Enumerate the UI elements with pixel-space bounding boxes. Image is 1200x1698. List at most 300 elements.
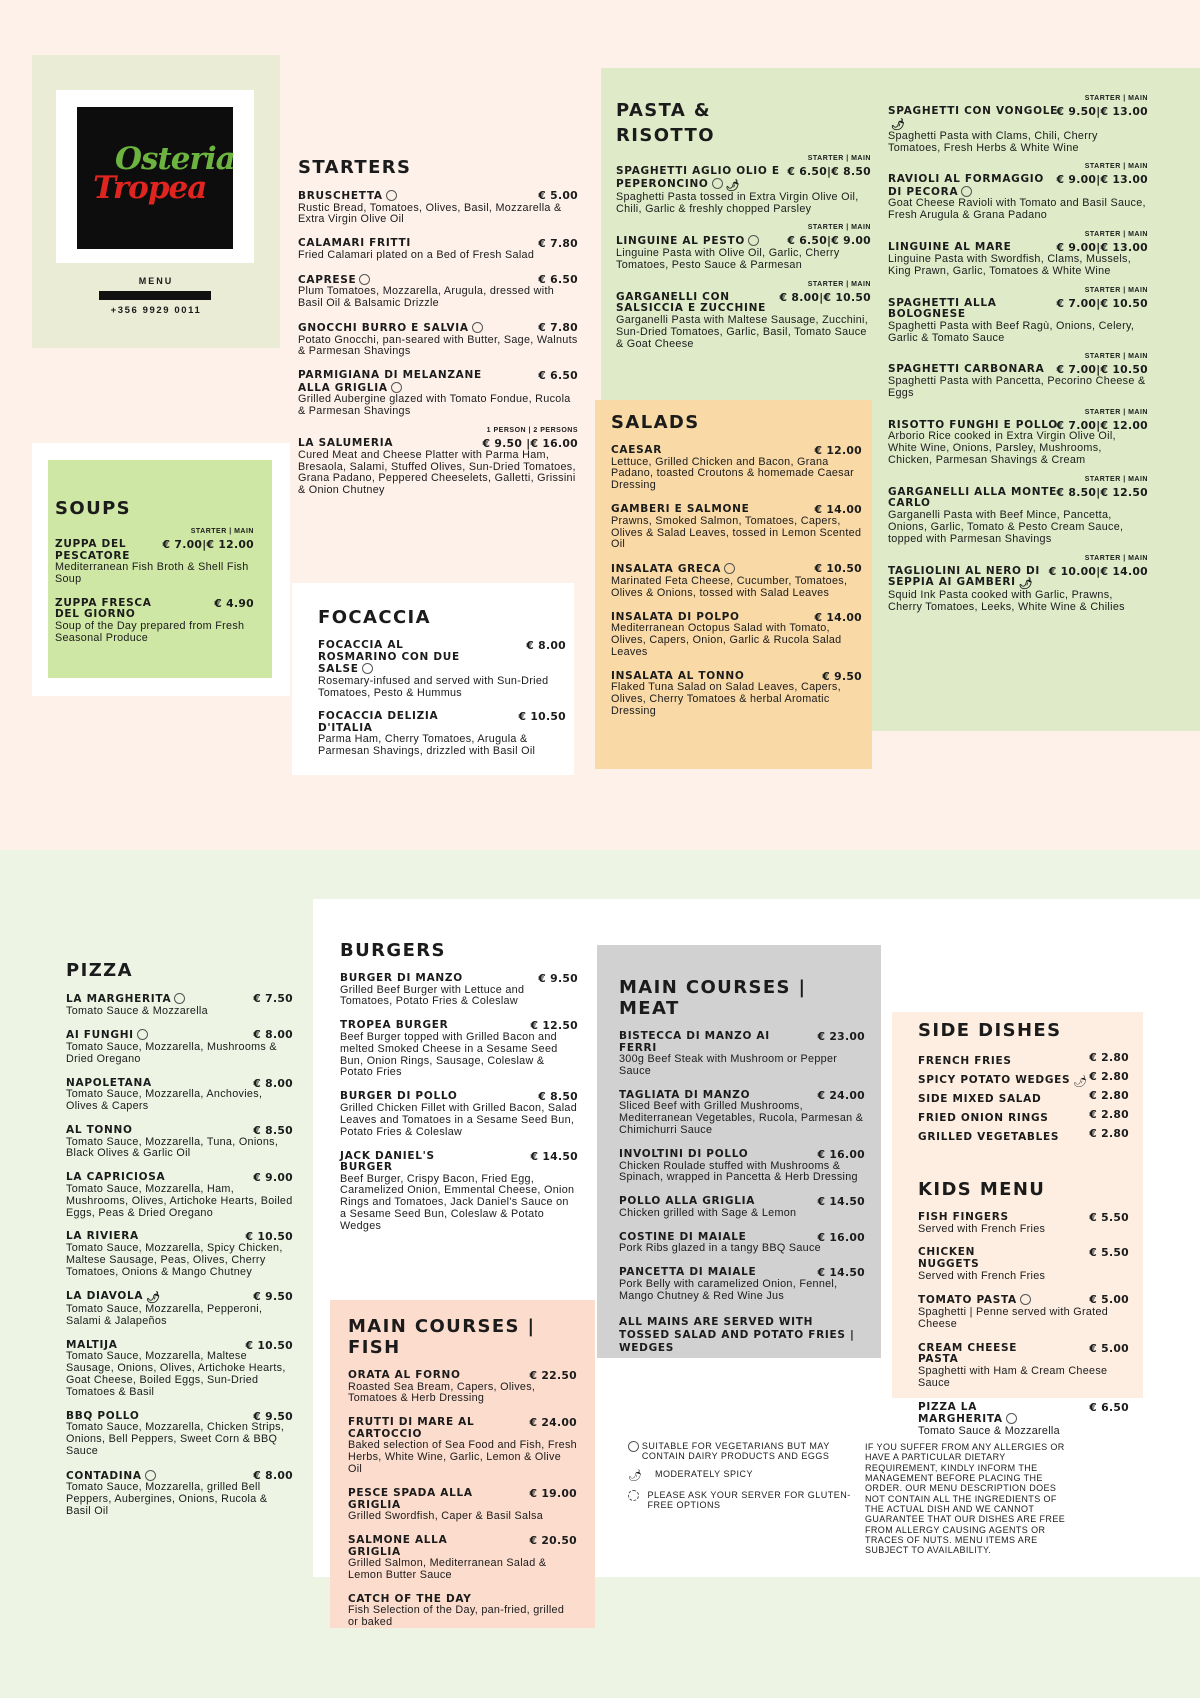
menu-item (66, 1172, 293, 1219)
item-name-text: RISOTTO FUNGHI E POLLO (888, 418, 1058, 431)
item-name-text: JACK DANIEL'S BURGER (340, 1149, 435, 1174)
legend-vegetarian (625, 1441, 855, 1461)
item-price: € 20.50 (529, 1533, 577, 1547)
item-price: € 4.90 (214, 596, 254, 610)
item-description: Grilled Chicken Fillet with Grilled Bacon, Salad Leaves and Tomatoes in a Sesame Seed Bun, Potato Fries & Coleslaw (340, 1101, 578, 1138)
item-description: Spaghetti Pasta tossed in Extra Virgin Olive Oil, Chili, Garlic & freshly chopped Parsley (616, 190, 859, 215)
item-price: € 6.50|€ 8.50 (787, 165, 871, 178)
vegetarian-icon (1020, 1294, 1031, 1305)
item-description: Sliced Beef with Grilled Mushrooms, Mediterranean Vegetables, Rucola, Parmesan & Chimichurri Sauce (619, 1100, 864, 1137)
side-item (918, 1089, 1129, 1107)
item-price: € 5.50 (1089, 1246, 1129, 1260)
menu-item (888, 554, 1148, 614)
item-name-text: COSTINE DI MAIALE (619, 1230, 747, 1243)
menu-item (619, 1232, 865, 1255)
salads-section (595, 400, 872, 769)
item-price: € 7.00|€ 12.00 (162, 538, 254, 551)
item-price: € 9.00|€ 13.00 (1056, 241, 1148, 255)
item-price: € 7.00|€ 10.50 (1056, 363, 1148, 377)
price-labels: STARTER | MAIN (807, 155, 871, 162)
item-name-text: LA CAPRICIOSA (66, 1171, 166, 1184)
item-price: € 5.00 (1089, 1341, 1129, 1355)
item-name (298, 370, 578, 394)
side-item (918, 1070, 1129, 1088)
item-price: € 2.80 (1089, 1051, 1129, 1064)
item-description: Rustic Bread, Tomatoes, Olives, Basil, Mozzarella & Extra Virgin Olive Oil (298, 201, 562, 226)
item-name-text: PANCETTA DI MAIALE (619, 1266, 757, 1279)
menu-item (619, 1090, 865, 1137)
legend-spicy (625, 1469, 855, 1482)
item-description: Soup of the Day prepared from Fresh Seasonal Produce (55, 619, 245, 644)
item-description: Grilled Salmon, Mediterranean Salad & Lemon Butter Sauce (348, 1557, 547, 1581)
item-name-text: PARMIGIANA DI MELANZANE ALLA GRIGLIA (298, 369, 482, 394)
menu-item (888, 95, 1148, 154)
item-price: € 7.50 (253, 992, 293, 1005)
item-price: € 9.00 (253, 1171, 293, 1185)
price-labels: STARTER | MAIN (807, 224, 871, 232)
vegetarian-icon (748, 235, 759, 246)
item-name-text: BURGER DI MANZO (340, 972, 463, 984)
menu-item (318, 711, 566, 758)
item-description: Pork Belly with caramelized Onion, Fennel, Mango Chutney & Red Wine Jus (619, 1277, 838, 1302)
menu-item (298, 238, 578, 261)
item-price: € 8.00|€ 10.50 (779, 290, 871, 304)
item-name-text: RAVIOLI AL FORMAGGIO DI PECORA (888, 173, 1045, 198)
menu-item (66, 1470, 293, 1518)
item-price: € 14.50 (817, 1195, 865, 1209)
item-name-text: LA SALUMERIA (298, 437, 394, 450)
price-labels: STARTER | MAIN (1084, 95, 1148, 102)
chili-icon: 🌶 (725, 178, 741, 192)
item-description: Pork Ribs glazed in a tangy BBQ Sauce (619, 1242, 821, 1255)
logo-word-tropea: Tropea (93, 170, 207, 206)
side-item (918, 1108, 1129, 1126)
item-price: € 6.50 (1089, 1400, 1129, 1414)
item-name-text: BBQ POLLO (66, 1409, 140, 1422)
section-title: BURGERS (340, 940, 446, 961)
item-name-text: GNOCCHI BURRO E SALVIA (298, 322, 469, 335)
item-name-text: SPAGHETTI ALLA BOLOGNESE (888, 296, 997, 321)
starters-section (298, 157, 578, 497)
burgers-section (340, 940, 578, 1233)
item-name-text: BRUSCHETTA (298, 190, 383, 202)
item-name-text: LA MARGHERITA (66, 993, 172, 1005)
sides-list (918, 1051, 1129, 1145)
menu-item (66, 1231, 293, 1278)
logo-word-osteria: Osteria (115, 141, 235, 177)
item-name-text: POLLO ALLA GRIGLIA (619, 1195, 756, 1208)
section-title: PIZZA (66, 960, 133, 981)
menu-item (298, 370, 578, 418)
item-price: € 16.00 (817, 1148, 865, 1162)
logo-panel (32, 55, 280, 348)
item-price: € 2.80 (1089, 1070, 1129, 1083)
item-name (298, 190, 578, 203)
menu-item (66, 1029, 293, 1065)
legend-text: PLEASE ASK YOUR SERVER FOR GLUTEN-FREE OPTIONS (647, 1490, 851, 1510)
item-description: Rosemary-infused and served with Sun-Dried Tomatoes, Pesto & Hummus (318, 674, 549, 699)
item-description: Served with French Fries (918, 1222, 1046, 1235)
section-title-line1: PASTA & (616, 100, 712, 121)
vegetarian-icon (1006, 1413, 1017, 1424)
menu-item (611, 563, 862, 599)
item-name-text: FRUTTI DI MARE AL CARTOCCIO (348, 1416, 475, 1440)
vegetarian-icon (137, 1029, 148, 1040)
vegetarian-icon (712, 178, 723, 189)
item-price: € 9.50 (822, 669, 862, 683)
menu-item (348, 1417, 577, 1476)
item-name-text: ZUPPA FRESCA DEL GIORNO (55, 596, 152, 621)
item-name-text: AL TONNO (66, 1124, 133, 1137)
vegetarian-icon (386, 190, 397, 201)
kids-title: KIDS MENU (918, 1179, 1046, 1200)
item-price: € 6.50 (538, 272, 578, 286)
menu-item (66, 1078, 293, 1113)
item-description: Fish Selection of the Day, pan-fried, grilled or baked (348, 1604, 565, 1629)
item-name-text: FOCACCIA AL ROSMARINO CON DUE SALSE (318, 639, 460, 676)
item-description: Spaghetti with Ham & Cream Cheese Sauce (918, 1364, 1108, 1389)
price-labels: STARTER | MAIN (1084, 163, 1148, 171)
item-name: SPICY POTATO WEDGES (918, 1074, 1071, 1086)
item-name-text: TOMATO PASTA (918, 1294, 1017, 1307)
item-description: Tomato Sauce, Mozzarella, Chicken Strips, Onions, Bell Peppers, Sweet Corn & BBQ Sauce (66, 1421, 285, 1457)
item-price: € 2.80 (1089, 1089, 1129, 1102)
item-description: Baked selection of Sea Food and Fish, Fresh Herbs, White Wine, Garlic, Lemon & Olive Oil (348, 1439, 577, 1476)
section-title: SIDE DISHES (918, 1020, 1062, 1041)
item-name-text: CALAMARI FRITTI (298, 237, 412, 250)
item-description: Tomato Sauce, Mozzarella, Tuna, Onions, Black Olives & Garlic Oil (66, 1135, 279, 1160)
item-name-text: TROPEA BURGER (340, 1019, 449, 1032)
menu-item (298, 190, 578, 226)
chili-icon: 🌶 (1073, 1076, 1088, 1088)
vegetarian-icon (472, 322, 483, 333)
meat-section (597, 945, 881, 1358)
menu-item (888, 475, 1148, 546)
item-price: € 9.50 |€ 16.00 (482, 437, 578, 451)
item-name-text: INSALATA GRECA (611, 563, 722, 576)
menu-item (918, 1212, 1129, 1235)
chili-icon: 🌶 (891, 117, 906, 131)
menu-item (888, 353, 1148, 399)
item-description: Linguine Pasta with Swordfish, Clams, Mussels, King Prawn, Garlic, Tomatoes & White Wine (888, 252, 1132, 277)
item-description: Spaghetti Pasta with Beef Ragù, Onions, Celery, Garlic & Tomato Sauce (888, 319, 1135, 344)
menu-item (918, 1343, 1129, 1390)
item-description: Served with French Fries (918, 1269, 1046, 1282)
menu-item (298, 427, 578, 497)
item-price: € 6.50|€ 9.00 (787, 234, 871, 248)
item-description: Beef Burger topped with Grilled Bacon and melted Smoked Cheese in a Sesame Seed Bun, Onion Rings, Sausage, Coleslaw & Potato Fries (340, 1030, 558, 1079)
item-name-text: FOCACCIA DELIZIA D'ITALIA (318, 710, 439, 734)
item-description: Plum Tomatoes, Mozzarella, Arugula, dressed with Basil Oil & Balsamic Drizzle (298, 285, 555, 310)
item-price: € 10.00|€ 14.00 (1048, 564, 1148, 578)
item-price: € 2.80 (1089, 1108, 1129, 1121)
section-title: FOCACCIA (318, 607, 431, 628)
price-labels: STARTER | MAIN (807, 280, 871, 288)
item-description: Tomato Sauce, Mozzarella, Maltese Sausage, Onions, Olives, Artichoke Hearts, Goat Cheese, Boiled Eggs, Sun-Dried Tomatoes & Basil (66, 1350, 286, 1398)
menu-item (55, 598, 254, 645)
section-title: MAIN COURSES | MEAT (619, 977, 807, 1019)
item-name-text: PESCE SPADA ALLA GRIGLIA (348, 1487, 473, 1511)
item-name-text: GARGANELLI ALLA MONTE CARLO (888, 485, 1057, 510)
item-price: € 10.50 (814, 562, 862, 576)
item-description: Grilled Beef Burger with Lettuce and Tomatoes, Potato Fries & Coleslaw (340, 983, 525, 1008)
item-name: FRENCH FRIES (918, 1055, 1012, 1067)
item-description: Linguine Pasta with Olive Oil, Garlic, Cherry Tomatoes, Pesto Sauce & Parmesan (616, 246, 840, 271)
price-labels: STARTER | MAIN (1084, 554, 1148, 562)
logo (77, 107, 233, 249)
item-price: € 7.00|€ 12.00 (1056, 418, 1148, 432)
allergy-notice: IF YOU SUFFER FROM ANY ALLERGIES OR HAVE A PARTICULAR DIETARY REQUIREMENT, KINDLY INFORM THE MANAGEMENT BEFORE PLACING THE ORDER. OUR MENU DESCRIPTION DOES NOT CONTAIN ALL THE INGREDIENTS OF THE ACTUAL DISH AND WE CANNOT GUARANTEE THAT OUR DISHES ARE FREE FROM ALLERGY CAUSING AGENTS OR TRACES OF NUTS. MENU ITEMS ARE SUBJECT TO AVAILABILITY. (865, 1442, 1066, 1556)
item-name: GRILLED VEGETABLES (918, 1131, 1060, 1143)
item-name-text: ORATA AL FORNO (348, 1369, 461, 1381)
menu-item (340, 1091, 578, 1138)
item-price: € 9.50|€ 13.00 (1056, 105, 1148, 118)
item-description: Cured Meat and Cheese Platter with Parma Ham, Bresaola, Salami, Stuffed Olives, Sun-Dried Tomatoes, Grana Padano, Peppered Cheeselets, Galletti, Grissini & Onion Chutney (298, 448, 576, 497)
item-price: € 16.00 (817, 1230, 865, 1244)
vegetarian-icon (174, 993, 185, 1004)
item-price: € 9.50 (253, 1409, 293, 1423)
item-price: € 8.50 (538, 1090, 578, 1104)
menu-label: MENU (138, 276, 174, 286)
item-price: € 12.00 (814, 444, 862, 457)
item-description: Mediterranean Fish Broth & Shell Fish Soup (55, 561, 249, 585)
item-name-text: CREAM CHEESE PASTA (918, 1341, 1018, 1366)
item-price: € 5.00 (1089, 1293, 1129, 1307)
item-description: Roasted Sea Bream, Capers, Olives, Tomatoes & Herb Dressing (348, 1380, 536, 1405)
item-description: Beef Burger, Crispy Bacon, Fried Egg, Caramelized Onion, Emmental Cheese, Onion Rings and Tomatoes, Jack Daniel's Sauce on a Sesame Seed Bun, Coleslaw & Potato Wedges (340, 1172, 575, 1233)
section-title: MAIN COURSES | FISH (348, 1316, 536, 1358)
item-description: Spaghetti Pasta with Pancetta, Pecorino Cheese & Eggs (888, 374, 1146, 399)
item-description: Tomato Sauce & Mozzarella (66, 1004, 208, 1017)
pasta-section-right (888, 86, 1148, 614)
menu-item (611, 671, 862, 718)
item-name-text: PIZZA LA MARGHERITA (918, 1400, 1003, 1426)
price-labels: STARTER | MAIN (190, 528, 254, 535)
item-description: Tomato Sauce & Mozzarella (918, 1424, 1060, 1437)
item-price: € 8.00 (253, 1076, 293, 1090)
item-price: € 24.00 (817, 1088, 865, 1102)
item-name-text: BURGER DI POLLO (340, 1090, 458, 1103)
fish-section (330, 1300, 595, 1628)
item-name-text: TAGLIATA DI MANZO (619, 1088, 751, 1101)
item-price: € 8.50|€ 12.50 (1056, 485, 1148, 499)
menu-item (298, 274, 578, 310)
item-price: € 6.50 (538, 369, 578, 383)
item-price: € 14.50 (530, 1149, 578, 1163)
vegetarian-icon (359, 274, 370, 285)
vegetarian-icon (362, 663, 373, 674)
item-name-text: LINGUINE AL PESTO (616, 235, 745, 248)
item-name-text: AI FUNGHI (66, 1029, 134, 1042)
menu-item (340, 1151, 578, 1233)
item-description: Parma Ham, Cherry Tomatoes, Arugula & Parmesan Shavings, drizzled with Basil Oil (318, 733, 536, 758)
legend-gluten (625, 1490, 855, 1510)
item-price: € 14.00 (814, 610, 862, 624)
item-description: Tomato Sauce, Mozzarella, Anchovies, Olives & Capers (66, 1088, 263, 1113)
price-labels: STARTER | MAIN (1084, 408, 1148, 416)
section-title-line2: RISOTTO (616, 125, 715, 146)
item-price: € 10.50 (245, 1338, 293, 1352)
vegetarian-icon (961, 186, 972, 197)
item-name (298, 322, 578, 335)
legend-text: SUITABLE FOR VEGETARIANS BUT MAY CONTAIN DAIRY PRODUCTS AND EGGS (641, 1441, 830, 1461)
item-price: € 5.50 (1089, 1211, 1129, 1224)
menu-item (66, 1125, 293, 1160)
price-labels: STARTER | MAIN (1084, 353, 1148, 361)
item-name: SIDE MIXED SALAD (918, 1093, 1042, 1105)
item-name-text: INSALATA DI POLPO (611, 610, 740, 623)
pizza-section (66, 960, 293, 1518)
menu-item (348, 1488, 577, 1523)
item-name-text: SPAGHETTI CON VONGOLE (888, 105, 1058, 117)
menu-item (340, 1020, 578, 1079)
item-name-text: MALTIJA (66, 1338, 118, 1351)
dietary-legend (625, 1441, 855, 1518)
item-name-text: LINGUINE AL MARE (888, 241, 1012, 254)
gluten-free-icon (628, 1490, 639, 1501)
item-name-text: CAESAR (611, 444, 662, 456)
item-price: € 14.00 (814, 503, 862, 517)
chili-icon: 🌶 (146, 1290, 161, 1304)
section-title: SALADS (611, 412, 700, 433)
menu-item (348, 1535, 577, 1582)
menu-item (888, 286, 1148, 345)
item-name-text: INVOLTINI DI POLLO (619, 1148, 749, 1161)
menu-item (888, 231, 1148, 277)
item-name-text: SPAGHETTI CARBONARA (888, 363, 1045, 376)
item-description: Garganelli Pasta with Maltese Sausage, Zucchini, Sun-Dried Tomatoes, Garlic, Basil, Tomato Sauce & Goat Cheese (616, 313, 869, 350)
item-description: Chicken grilled with Sage & Lemon (619, 1206, 797, 1219)
price-labels: 1 PERSON | 2 PERSONS (486, 427, 578, 435)
item-name-text: NAPOLETANA (66, 1076, 152, 1089)
chili-icon: 🌶 (628, 1470, 643, 1482)
section-title: STARTERS (298, 157, 412, 178)
menu-item (66, 1340, 293, 1399)
item-description: Grilled Swordfish, Caper & Basil Salsa (348, 1510, 544, 1523)
item-name-text: BISTECCA DI MANZO AI FERRI (619, 1030, 770, 1054)
menu-item (611, 445, 862, 492)
menu-item (611, 612, 862, 659)
phone-number: +356 9929 0011 (110, 305, 202, 316)
item-description: Prawns, Smoked Salmon, Tomatoes, Capers, Olives & Salad Leaves, tossed in Lemon Scented Oil (611, 514, 862, 551)
item-description: Chicken Roulade stuffed with Mushrooms & Spinach, wrapped in Pancetta & Herb Dressing (619, 1159, 858, 1184)
menu-item (611, 504, 862, 551)
item-price: € 8.00 (253, 1468, 293, 1482)
item-name-text: GAMBERI E SALMONE (611, 503, 750, 516)
item-description: Arborio Rice cooked in Extra Virgin Olive Oil, White Wine, Onions, Parsley, Mushrooms, Chicken, Parmesan Shavings & Cream (888, 430, 1116, 466)
menu-item (616, 224, 871, 271)
item-name-text: CHICKEN NUGGETS (918, 1246, 980, 1270)
menu-item (918, 1247, 1129, 1282)
item-price: € 8.00 (253, 1028, 293, 1042)
menu-item (888, 163, 1148, 222)
chili-icon: 🌶 (1018, 577, 1034, 591)
menu-item (619, 1267, 865, 1302)
item-price: € 19.00 (529, 1487, 577, 1501)
item-price: € 2.80 (1089, 1127, 1129, 1140)
menu-item (619, 1196, 865, 1219)
sides-kids-panel (892, 1012, 1143, 1437)
item-description: Squid Ink Pasta cooked with Garlic, Prawns, Cherry Tomatoes, Leeks, White Wine & Chilies (888, 589, 1125, 614)
item-description: Tomato Sauce, Mozzarella, Pepperoni, Salami & Jalapeños (66, 1302, 263, 1327)
item-name-text: SPAGHETTI AGLIO OLIO E PEPERONCINO (616, 165, 780, 190)
price-labels: STARTER | MAIN (1084, 475, 1148, 483)
menu-item (888, 408, 1148, 467)
item-price: € 7.80 (538, 237, 578, 251)
mains-note: ALL MAINS ARE SERVED WITH TOSSED SALAD AND POTATO FRIES | WEDGES (619, 1316, 855, 1354)
focaccia-section (292, 583, 574, 775)
item-price: € 14.50 (817, 1266, 865, 1280)
vegetarian-icon (628, 1441, 639, 1452)
item-description: Flaked Tuna Salad on Salad Leaves, Capers, Olives, Cherry Tomatoes & herbal Aromatic Dressing (611, 681, 841, 718)
menu-item (298, 322, 578, 358)
item-description: Goat Cheese Ravioli with Tomato and Basil Sauce, Fresh Arugula & Grana Padano (888, 197, 1146, 222)
item-price: € 8.50 (253, 1124, 293, 1138)
item-name-text: CAPRESE (298, 273, 357, 286)
item-name-text: SALMONE ALLA GRIGLIA (348, 1533, 448, 1558)
item-name-text: ZUPPA DEL PESCATORE (55, 538, 131, 562)
soups-section (48, 460, 272, 678)
vegetarian-icon (391, 382, 402, 393)
menu-item (616, 280, 871, 351)
side-item (918, 1051, 1129, 1069)
item-price: € 5.00 (538, 189, 578, 202)
item-description: Spaghetti Pasta with Clams, Chili, Cherry Tomatoes, Fresh Herbs & White Wine (888, 129, 1098, 154)
menu-item (55, 528, 254, 586)
vegetarian-icon (724, 563, 735, 574)
item-price: € 8.00 (526, 639, 566, 652)
item-description: Tomato Sauce, Mozzarella, grilled Bell Peppers, Aubergines, Onions, Rucola & Basil Oil (66, 1481, 268, 1518)
divider-bar (99, 291, 211, 300)
item-price: € 22.50 (529, 1369, 577, 1382)
item-name-text: TAGLIOLINI AL NERO DI SEPPIA AI GAMBERI (888, 564, 1040, 589)
vegetarian-icon (145, 1470, 156, 1481)
item-name: FRIED ONION RINGS (918, 1112, 1049, 1124)
menu-item (619, 1149, 865, 1184)
menu-item (66, 1291, 293, 1328)
menu-item (616, 155, 871, 215)
item-name-text: CATCH OF THE DAY (348, 1592, 472, 1605)
item-price: € 7.00|€ 10.50 (1056, 296, 1148, 310)
price-labels: STARTER | MAIN (1084, 231, 1148, 239)
item-price: € 9.50 (538, 972, 578, 985)
item-name-text: LA RIVIERA (66, 1230, 139, 1243)
item-description: 300g Beef Steak with Mushroom or Pepper Sauce (619, 1053, 838, 1077)
item-description: Potato Gnocchi, pan-seared with Butter, Sage, Walnuts & Parmesan Shavings (298, 333, 578, 358)
item-price: € 10.50 (518, 710, 566, 724)
legend-text: MODERATELY SPICY (655, 1469, 754, 1479)
item-price: € 9.50 (253, 1289, 293, 1303)
item-price: € 10.50 (245, 1230, 293, 1244)
item-description: Mediterranean Octopus Salad with Tomato, Olives, Capers, Onion, Garlic & Rucola Salad Leaves (611, 622, 842, 658)
item-description: Tomato Sauce, Mozzarella, Spicy Chicken, Maltese Sausage, Peas, Olives, Cherry Tomatoes, Onions & Mango Chutney (66, 1242, 283, 1278)
item-price: € 12.50 (530, 1019, 578, 1033)
menu-item (340, 973, 578, 1008)
item-price: € 24.00 (529, 1416, 577, 1430)
item-price: € 7.80 (538, 321, 578, 335)
pasta-section-left (616, 100, 871, 350)
menu-item (348, 1370, 577, 1405)
item-description: Fried Calamari plated on a Bed of Fresh Salad (298, 248, 535, 261)
item-name-text: LA DIAVOLA (66, 1289, 144, 1302)
item-description: Grilled Aubergine glazed with Tomato Fondue, Rucola & Parmesan Shavings (298, 393, 571, 418)
item-description: Tomato Sauce, Mozzarella, Mushrooms & Dried Oregano (66, 1040, 277, 1065)
item-name-text: INSALATA AL TONNO (611, 669, 745, 682)
item-price: € 9.00|€ 13.00 (1056, 173, 1148, 187)
menu-item (66, 993, 293, 1017)
item-description: Spaghetti | Penne served with Grated Cheese (918, 1305, 1109, 1330)
item-description: Lettuce, Grilled Chicken and Bacon, Grana Padano, toasted Croutons & homemade Caesar Dressing (611, 455, 855, 492)
